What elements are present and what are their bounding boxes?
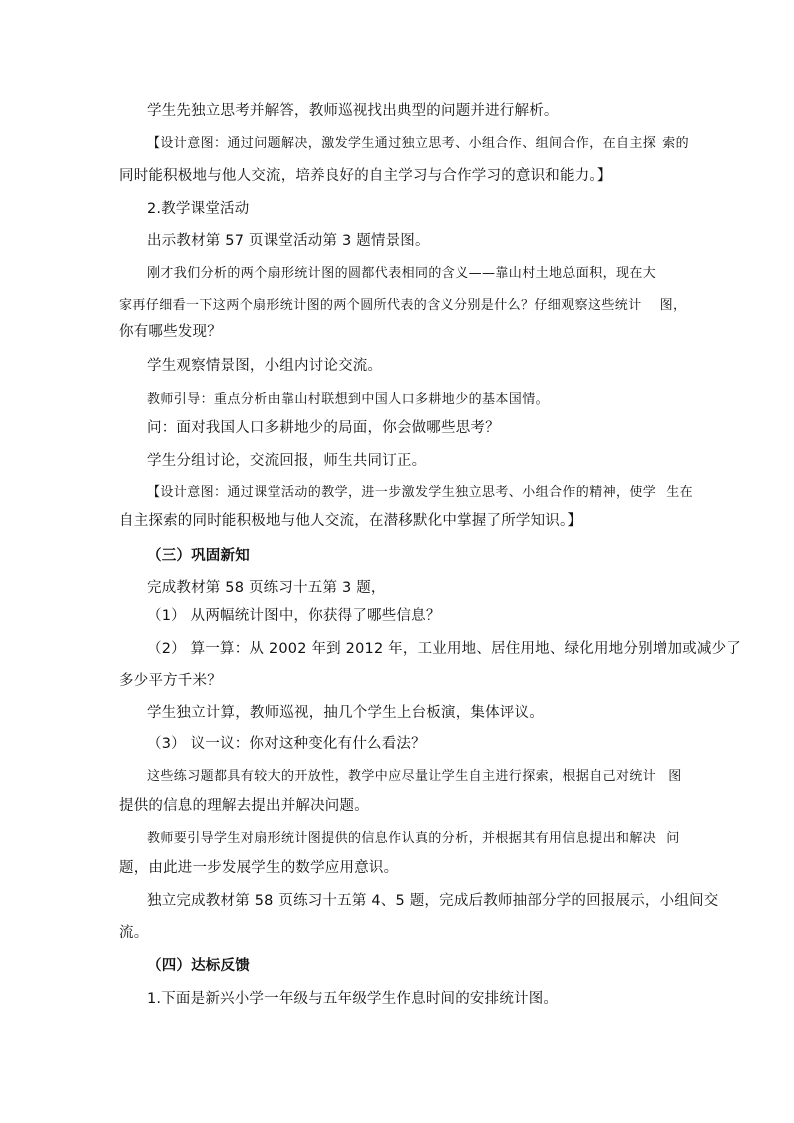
paragraph-line: 问：面对我国人口多耕地少的局面，你会做哪些思考？ [147, 420, 500, 436]
paragraph-line [147, 829, 680, 849]
text-segment: 图 [668, 769, 682, 784]
paragraph-line [147, 767, 682, 787]
text-segment: 图， [659, 298, 687, 313]
paragraph-line: 题，由此进一步发展学生的数学应用意识。 [119, 860, 399, 876]
paragraph-line: 多少平方千米？ [119, 673, 222, 689]
paragraph-line: 你有哪些发现？ [119, 324, 222, 340]
paragraph-line: 刚才我们分析的两个扇形统计图的圆都代表相同的含义——靠山村土地总面积，现在大 [147, 266, 657, 281]
list-item: （3） 议一议：你对这种变化有什么看法？ [147, 736, 426, 752]
paragraph-line: 学生观察情景图，小组内讨论交流。 [147, 358, 383, 374]
text-segment: 问 [666, 831, 680, 846]
paragraph-line: 提供的信息的理解去提出并解决问题。 [119, 798, 369, 814]
design-intent-line [147, 483, 693, 503]
text-segment: 索的 [662, 136, 690, 151]
text-segment: 生在 [666, 485, 694, 500]
text-segment: 家再仔细看一下这两个扇形统计图的两个圆所代表的含义分别是什么？仔细观察这些统计 [119, 298, 642, 313]
text-segment: 【设计意图：通过问题解决，激发学生通过独立思考、小组合作、组间合作，在自主探 [147, 136, 657, 151]
paragraph-line [119, 296, 686, 316]
paragraph-line: 同时能积极地与他人交流，培养良好的自主学习与合作学习的意识和能力。】 [119, 168, 612, 184]
section-heading: （四）达标反馈 [147, 958, 250, 974]
paragraph-line: 自主探索的同时能积极地与他人交流，在潜移默化中掌握了所学知识。】 [119, 513, 583, 529]
paragraph-line: 教师引导：重点分析由靠山村联想到中国人口多耕地少的基本国情。 [147, 392, 550, 407]
list-item: （2） 算一算：从 2002 年到 2012 年，工业用地、居住用地、绿化用地分别增加或减少了 [147, 641, 741, 657]
paragraph-line: 出示教材第 57 页课堂活动第 3 题情景图。 [147, 233, 430, 249]
paragraph-line: 学生先独立思考并解答，教师巡视找出典型的问题并进行解析。 [147, 103, 559, 119]
text-segment: 教师要引导学生对扇形统计图提供的信息作认真的分析，并根据其有用信息提出和解决 [147, 831, 657, 846]
paragraph-line: 完成教材第 58 页练习十五第 3 题， [147, 580, 386, 596]
paragraph-line: 1.下面是新兴小学一年级与五年级学生作息时间的安排统计图。 [147, 991, 559, 1007]
section-heading: 2.教学课堂活动 [147, 201, 250, 217]
paragraph-line: 流。 [119, 925, 149, 941]
text-segment: 【设计意图：通过课堂活动的教学，进一步激发学生独立思考、小组合作的精神，使学 [147, 485, 657, 500]
paragraph-line: 学生独立计算，教师巡视，抽几个学生上台板演，集体评议。 [147, 705, 544, 721]
list-item: （1） 从两幅统计图中，你获得了哪些信息？ [147, 608, 441, 624]
section-heading: （三）巩固新知 [147, 548, 250, 564]
text-segment: 这些练习题都具有较大的开放性，教学中应尽量让学生自主进行探索，根据自己对统计 [147, 769, 657, 784]
paragraph-line: 独立完成教材第 58 页练习十五第 4、5 题，完成后教师抽部分学的回报展示，小组间交 [147, 893, 719, 909]
paragraph-line: 学生分组讨论，交流回报，师生共同订正。 [147, 453, 427, 469]
design-intent-line [147, 134, 689, 154]
